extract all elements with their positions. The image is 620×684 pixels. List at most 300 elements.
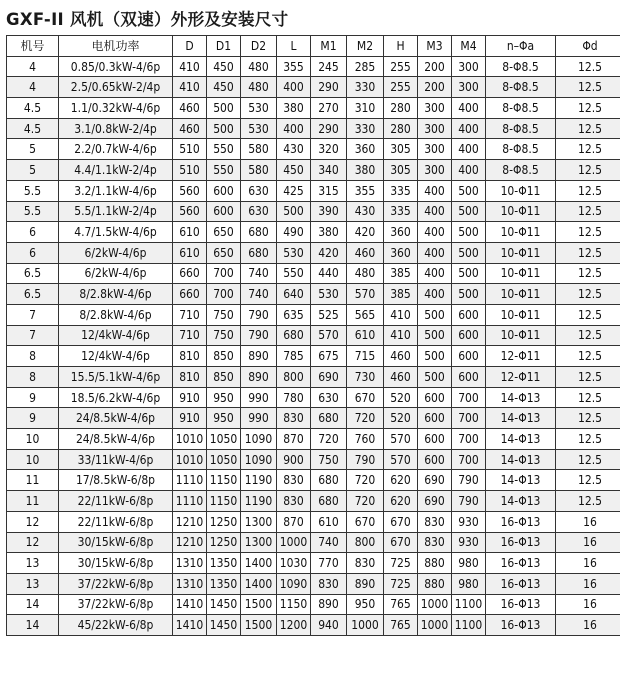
table-row	[7, 346, 620, 367]
table-cell: 1150	[207, 470, 241, 491]
table-cell: 500	[452, 242, 486, 263]
table-cell: 12.5	[556, 304, 620, 325]
table-cell: 45/22kW-6/8p	[59, 615, 173, 636]
table-cell: 12-Φ11	[486, 346, 556, 367]
table-cell: 850	[207, 346, 241, 367]
table-cell: 7	[7, 304, 59, 325]
column-header: H	[384, 36, 418, 57]
table-cell: 12.5	[556, 408, 620, 429]
table-cell: 330	[347, 118, 384, 139]
table-row	[7, 367, 620, 388]
table-cell: 560	[173, 180, 207, 201]
table-row	[7, 77, 620, 98]
table-cell: 300	[418, 118, 452, 139]
table-cell: 5.5	[7, 180, 59, 201]
table-cell: 1110	[173, 470, 207, 491]
table-cell: 430	[347, 201, 384, 222]
table-cell: 1190	[241, 491, 277, 512]
table-cell: 360	[384, 242, 418, 263]
page-title: GXF-II 风机（双速）外形及安装尺寸	[6, 10, 289, 29]
table-row	[7, 304, 620, 325]
table-cell: 635	[277, 304, 311, 325]
table-cell: 750	[207, 304, 241, 325]
table-cell: 6/2kW-4/6p	[59, 263, 173, 284]
table-cell: 930	[452, 511, 486, 532]
table-cell: 11	[7, 470, 59, 491]
table-cell: 580	[241, 139, 277, 160]
table-cell: 12	[7, 532, 59, 553]
table-cell: 790	[347, 449, 384, 470]
table-cell: 600	[452, 346, 486, 367]
table-cell: 830	[418, 511, 452, 532]
table-cell: 680	[311, 470, 347, 491]
table-row	[7, 429, 620, 450]
table-cell: 7	[7, 325, 59, 346]
table-cell: 2.5/0.65kW-2/4p	[59, 77, 173, 98]
table-cell: 1300	[241, 511, 277, 532]
table-cell: 400	[452, 160, 486, 181]
table-cell: 600	[207, 180, 241, 201]
table-cell: 8-Φ8.5	[486, 77, 556, 98]
table-cell: 720	[347, 408, 384, 429]
column-header: L	[277, 36, 311, 57]
table-cell: 1010	[173, 449, 207, 470]
table-cell: 500	[207, 98, 241, 119]
table-cell: 565	[347, 304, 384, 325]
table-cell: 14	[7, 615, 59, 636]
table-cell: 6.5	[7, 263, 59, 284]
table-cell: 14-Φ13	[486, 449, 556, 470]
table-cell: 12/4kW-4/6p	[59, 325, 173, 346]
table-cell: 1050	[207, 429, 241, 450]
table-cell: 300	[452, 77, 486, 98]
table-cell: 270	[311, 98, 347, 119]
table-cell: 12.5	[556, 491, 620, 512]
table-cell: 385	[384, 284, 418, 305]
table-cell: 400	[418, 222, 452, 243]
table-cell: 16-Φ13	[486, 594, 556, 615]
table-cell: 8	[7, 346, 59, 367]
table-cell: 12	[7, 511, 59, 532]
table-cell: 550	[207, 160, 241, 181]
column-header: Φd	[556, 36, 620, 57]
table-cell: 16-Φ13	[486, 511, 556, 532]
table-cell: 0.85/0.3kW-4/6p	[59, 56, 173, 77]
table-cell: 460	[384, 346, 418, 367]
table-cell: 24/8.5kW-4/6p	[59, 429, 173, 450]
table-cell: 400	[452, 118, 486, 139]
table-cell: 10-Φ11	[486, 180, 556, 201]
table-cell: 640	[277, 284, 311, 305]
table-row	[7, 615, 620, 636]
table-cell: 18.5/6.2kW-4/6p	[59, 387, 173, 408]
table-header-row	[7, 36, 620, 57]
table-cell: 16	[556, 594, 620, 615]
table-cell: 4.5	[7, 118, 59, 139]
table-cell: 790	[241, 304, 277, 325]
table-cell: 525	[311, 304, 347, 325]
table-cell: 12.5	[556, 387, 620, 408]
table-cell: 680	[241, 222, 277, 243]
table-row	[7, 594, 620, 615]
table-cell: 10-Φ11	[486, 304, 556, 325]
table-cell: 400	[277, 118, 311, 139]
table-row	[7, 56, 620, 77]
table-cell: 530	[311, 284, 347, 305]
table-cell: 900	[277, 449, 311, 470]
table-cell: 355	[347, 180, 384, 201]
table-cell: 8/2.8kW-4/6p	[59, 304, 173, 325]
table-cell: 12.5	[556, 98, 620, 119]
table-row	[7, 98, 620, 119]
table-cell: 500	[418, 367, 452, 388]
table-cell: 30/15kW-6/8p	[59, 553, 173, 574]
table-cell: 355	[277, 56, 311, 77]
column-header: M2	[347, 36, 384, 57]
table-cell: 700	[452, 387, 486, 408]
table-cell: 680	[241, 242, 277, 263]
table-cell: 770	[311, 553, 347, 574]
table-cell: 290	[311, 118, 347, 139]
table-cell: 300	[418, 98, 452, 119]
table-cell: 830	[277, 491, 311, 512]
table-cell: 980	[452, 553, 486, 574]
table-cell: 710	[173, 304, 207, 325]
table-cell: 16	[556, 573, 620, 594]
table-cell: 1110	[173, 491, 207, 512]
table-cell: 700	[452, 449, 486, 470]
table-cell: 410	[173, 77, 207, 98]
table-row	[7, 491, 620, 512]
table-cell: 1000	[418, 594, 452, 615]
table-cell: 460	[347, 242, 384, 263]
table-cell: 5	[7, 139, 59, 160]
table-cell: 630	[241, 201, 277, 222]
table-cell: 610	[173, 222, 207, 243]
table-cell: 10-Φ11	[486, 263, 556, 284]
table-cell: 460	[173, 118, 207, 139]
table-cell: 790	[452, 491, 486, 512]
table-cell: 37/22kW-6/8p	[59, 573, 173, 594]
table-cell: 800	[347, 532, 384, 553]
table-cell: 385	[384, 263, 418, 284]
table-cell: 570	[347, 284, 384, 305]
table-cell: 670	[384, 511, 418, 532]
table-cell: 400	[418, 201, 452, 222]
table-cell: 450	[207, 56, 241, 77]
table-cell: 740	[241, 263, 277, 284]
table-cell: 1010	[173, 429, 207, 450]
table-cell: 390	[311, 201, 347, 222]
table-cell: 12.5	[556, 160, 620, 181]
table-cell: 12.5	[556, 449, 620, 470]
table-cell: 430	[277, 139, 311, 160]
table-cell: 890	[241, 346, 277, 367]
table-row	[7, 139, 620, 160]
table-cell: 890	[347, 573, 384, 594]
table-cell: 8-Φ8.5	[486, 160, 556, 181]
table-cell: 650	[207, 222, 241, 243]
table-cell: 810	[173, 346, 207, 367]
table-cell: 1100	[452, 615, 486, 636]
table-cell: 3.2/1.1kW-4/6p	[59, 180, 173, 201]
table-cell: 10	[7, 449, 59, 470]
table-cell: 10	[7, 429, 59, 450]
table-cell: 16	[556, 615, 620, 636]
table-cell: 720	[347, 470, 384, 491]
table-cell: 4	[7, 77, 59, 98]
table-cell: 3.1/0.8kW-2/4p	[59, 118, 173, 139]
table-cell: 15.5/5.1kW-4/6p	[59, 367, 173, 388]
table-cell: 790	[241, 325, 277, 346]
table-cell: 330	[347, 77, 384, 98]
table-cell: 1.1/0.32kW-4/6p	[59, 98, 173, 119]
table-cell: 8	[7, 367, 59, 388]
table-cell: 600	[452, 304, 486, 325]
table-cell: 12.5	[556, 263, 620, 284]
table-cell: 4.5	[7, 98, 59, 119]
table-cell: 200	[418, 77, 452, 98]
table-cell: 380	[347, 160, 384, 181]
table-cell: 830	[311, 573, 347, 594]
table-cell: 510	[173, 160, 207, 181]
table-cell: 1300	[241, 532, 277, 553]
column-header: M3	[418, 36, 452, 57]
table-cell: 24/8.5kW-4/6p	[59, 408, 173, 429]
table-cell: 1200	[277, 615, 311, 636]
table-cell: 800	[277, 367, 311, 388]
table-cell: 500	[452, 263, 486, 284]
table-cell: 13	[7, 573, 59, 594]
table-cell: 12.5	[556, 222, 620, 243]
table-cell: 1310	[173, 573, 207, 594]
table-cell: 580	[241, 160, 277, 181]
table-cell: 12.5	[556, 201, 620, 222]
table-cell: 990	[241, 387, 277, 408]
table-cell: 12.5	[556, 242, 620, 263]
table-cell: 300	[418, 139, 452, 160]
table-cell: 780	[277, 387, 311, 408]
table-cell: 500	[452, 180, 486, 201]
table-cell: 500	[452, 284, 486, 305]
table-cell: 1350	[207, 573, 241, 594]
table-cell: 630	[241, 180, 277, 201]
dimension-table	[6, 35, 620, 636]
table-cell: 1410	[173, 594, 207, 615]
table-cell: 315	[311, 180, 347, 201]
table-cell: 500	[418, 325, 452, 346]
table-cell: 620	[384, 491, 418, 512]
table-cell: 14-Φ13	[486, 429, 556, 450]
table-cell: 990	[241, 408, 277, 429]
table-cell: 8-Φ8.5	[486, 56, 556, 77]
table-cell: 670	[347, 511, 384, 532]
table-cell: 1450	[207, 615, 241, 636]
table-cell: 490	[277, 222, 311, 243]
table-cell: 740	[311, 532, 347, 553]
table-cell: 37/22kW-6/8p	[59, 594, 173, 615]
table-cell: 12.5	[556, 325, 620, 346]
table-cell: 320	[311, 139, 347, 160]
table-cell: 460	[384, 367, 418, 388]
table-cell: 290	[311, 77, 347, 98]
table-cell: 460	[173, 98, 207, 119]
table-cell: 300	[418, 160, 452, 181]
table-cell: 14-Φ13	[486, 408, 556, 429]
table-cell: 600	[452, 325, 486, 346]
table-cell: 335	[384, 201, 418, 222]
table-cell: 410	[173, 56, 207, 77]
table-body	[7, 56, 620, 635]
table-row	[7, 180, 620, 201]
table-cell: 5.5	[7, 201, 59, 222]
table-cell: 11	[7, 491, 59, 512]
table-cell: 500	[418, 304, 452, 325]
table-cell: 880	[418, 573, 452, 594]
table-cell: 1350	[207, 553, 241, 574]
table-cell: 8-Φ8.5	[486, 139, 556, 160]
table-row	[7, 511, 620, 532]
table-cell: 715	[347, 346, 384, 367]
table-cell: 570	[384, 449, 418, 470]
table-cell: 680	[311, 408, 347, 429]
table-cell: 255	[384, 56, 418, 77]
table-cell: 520	[384, 387, 418, 408]
table-cell: 12.5	[556, 429, 620, 450]
table-cell: 725	[384, 573, 418, 594]
table-cell: 750	[311, 449, 347, 470]
table-cell: 360	[347, 139, 384, 160]
table-row	[7, 408, 620, 429]
table-cell: 600	[418, 408, 452, 429]
table-cell: 22/11kW-6/8p	[59, 511, 173, 532]
table-cell: 530	[277, 242, 311, 263]
column-header: 机号	[7, 36, 59, 57]
table-cell: 950	[347, 594, 384, 615]
table-cell: 890	[241, 367, 277, 388]
table-cell: 33/11kW-4/6p	[59, 449, 173, 470]
table-cell: 610	[173, 242, 207, 263]
table-cell: 12.5	[556, 139, 620, 160]
table-cell: 610	[311, 511, 347, 532]
table-cell: 5.5/1.1kW-2/4p	[59, 201, 173, 222]
table-cell: 280	[384, 118, 418, 139]
table-cell: 12.5	[556, 284, 620, 305]
table-row	[7, 449, 620, 470]
table-cell: 16-Φ13	[486, 532, 556, 553]
table-cell: 1150	[207, 491, 241, 512]
table-row	[7, 263, 620, 284]
table-cell: 480	[347, 263, 384, 284]
table-cell: 8-Φ8.5	[486, 98, 556, 119]
table-cell: 500	[452, 201, 486, 222]
table-cell: 980	[452, 573, 486, 594]
table-cell: 1050	[207, 449, 241, 470]
table-cell: 12.5	[556, 118, 620, 139]
table-cell: 8/2.8kW-4/6p	[59, 284, 173, 305]
table-cell: 1400	[241, 573, 277, 594]
table-cell: 600	[418, 449, 452, 470]
table-cell: 6/2kW-4/6p	[59, 242, 173, 263]
table-cell: 380	[311, 222, 347, 243]
table-cell: 1250	[207, 532, 241, 553]
table-row	[7, 201, 620, 222]
table-cell: 890	[311, 594, 347, 615]
table-row	[7, 553, 620, 574]
table-cell: 530	[241, 98, 277, 119]
table-cell: 870	[277, 511, 311, 532]
table-cell: 420	[311, 242, 347, 263]
table-cell: 480	[241, 56, 277, 77]
table-cell: 10-Φ11	[486, 222, 556, 243]
table-cell: 14-Φ13	[486, 470, 556, 491]
table-cell: 16-Φ13	[486, 553, 556, 574]
column-header: M4	[452, 36, 486, 57]
table-cell: 1310	[173, 553, 207, 574]
table-cell: 600	[452, 367, 486, 388]
table-cell: 10-Φ11	[486, 284, 556, 305]
table-cell: 17/8.5kW-6/8p	[59, 470, 173, 491]
table-cell: 5	[7, 160, 59, 181]
table-cell: 700	[452, 408, 486, 429]
table-cell: 255	[384, 77, 418, 98]
table-cell: 14	[7, 594, 59, 615]
table-cell: 1100	[452, 594, 486, 615]
table-cell: 785	[277, 346, 311, 367]
table-cell: 870	[277, 429, 311, 450]
table-cell: 13	[7, 553, 59, 574]
table-cell: 10-Φ11	[486, 325, 556, 346]
table-cell: 600	[418, 429, 452, 450]
table-cell: 380	[277, 98, 311, 119]
table-cell: 335	[384, 180, 418, 201]
table-cell: 400	[418, 284, 452, 305]
table-cell: 690	[418, 470, 452, 491]
table-cell: 550	[207, 139, 241, 160]
table-cell: 680	[277, 325, 311, 346]
table-cell: 570	[384, 429, 418, 450]
table-cell: 690	[418, 491, 452, 512]
table-cell: 700	[207, 263, 241, 284]
table-row	[7, 160, 620, 181]
table-cell: 305	[384, 160, 418, 181]
table-cell: 520	[384, 408, 418, 429]
table-cell: 16	[556, 553, 620, 574]
table-cell: 420	[347, 222, 384, 243]
table-cell: 360	[384, 222, 418, 243]
table-cell: 12/4kW-4/6p	[59, 346, 173, 367]
table-cell: 550	[277, 263, 311, 284]
table-cell: 710	[173, 325, 207, 346]
table-cell: 730	[347, 367, 384, 388]
table-cell: 850	[207, 367, 241, 388]
table-cell: 880	[418, 553, 452, 574]
table-cell: 500	[452, 222, 486, 243]
table-cell: 670	[347, 387, 384, 408]
table-cell: 675	[311, 346, 347, 367]
table-cell: 12.5	[556, 367, 620, 388]
table-cell: 1090	[241, 449, 277, 470]
table-row	[7, 242, 620, 263]
table-cell: 4.4/1.1kW-2/4p	[59, 160, 173, 181]
table-cell: 1500	[241, 594, 277, 615]
table-cell: 285	[347, 56, 384, 77]
table-cell: 700	[207, 284, 241, 305]
table-cell: 765	[384, 615, 418, 636]
table-cell: 12.5	[556, 470, 620, 491]
column-header: M1	[311, 36, 347, 57]
table-cell: 340	[311, 160, 347, 181]
